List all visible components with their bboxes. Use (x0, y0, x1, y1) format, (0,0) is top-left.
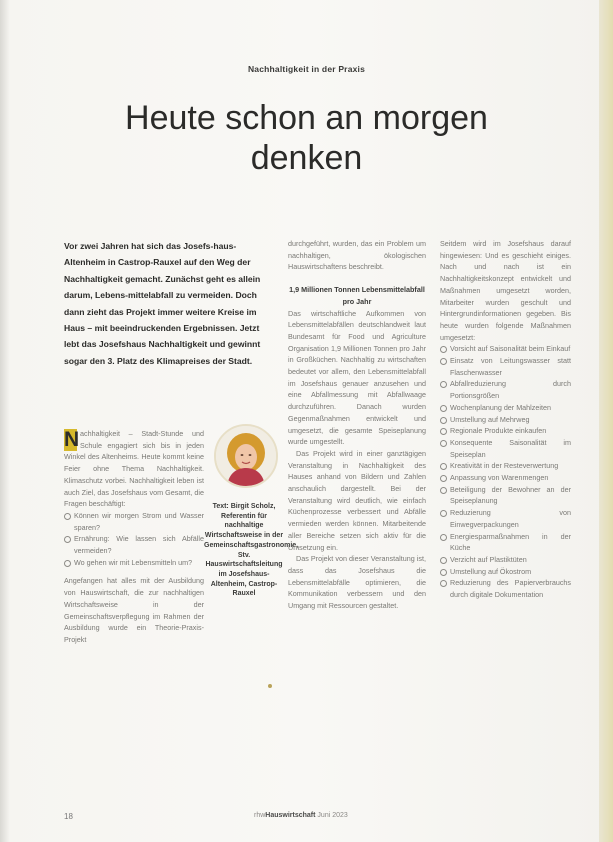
title-line-2: denken (250, 139, 363, 177)
section-kicker: Nachhaltigkeit in der Praxis (247, 64, 366, 74)
measure-item: Regionale Produkte einkaufen (440, 425, 571, 437)
measure-item: Kreativität in der Resteverwertung (440, 460, 571, 472)
drop-cap: N (64, 428, 80, 451)
question-item: Wo gehen wir mit Lebensmitteln um? (64, 557, 204, 569)
measure-item: Beteiligung der Bewohner an der Speiseplanung (440, 484, 571, 507)
measure-item: Umstellung auf Mehrweg (440, 414, 571, 426)
title-line-1: Heute schon an morgen (125, 99, 488, 137)
measure-item: Wochenplanung der Mahlzeiten (440, 402, 571, 414)
body-paragraph: Das Projekt wird in einer ganztägigen Veranstaltung in Nachhaltigkeit des Hauses anhand von Bildern und Zahlen anschaulich dargestellt. Bei der Veranstaltung wird deutlich, wie einfach Küchenprozesse verbessert und Abfälle vermieden werden können. Mitarbeitende aller Bereiche setzen sich aktiv für die Umsetzung ein. (288, 448, 426, 552)
magazine-footer (254, 812, 348, 819)
measure-item: Anpassung von Warenmengen (440, 472, 571, 484)
measure-item: Verzicht auf Plastiktüten (440, 554, 571, 566)
measure-item: Abfallreduzierung durch Portionsgrößen (440, 378, 571, 401)
author-portrait (214, 424, 278, 488)
measure-item: Reduzierung des Papierverbrauchs durch digitale Dokumentation (440, 577, 571, 600)
decorative-dot (268, 684, 272, 688)
body-paragraph: durchgeführt, wurden, das ein Problem um nachhaltigen, ökologischen Hauswirtschaftens beschreibt. (288, 239, 426, 272)
body-column-1 (64, 428, 204, 646)
portrait-image (216, 426, 276, 486)
measure-item: Energiesparmaßnahmen in der Küche (440, 531, 571, 554)
article-title (0, 98, 613, 178)
page-number: 18 (64, 812, 73, 821)
footer-magazine-name: Hauswirtschaft (265, 812, 316, 819)
measure-item: Einsatz von Leitungswasser statt Flaschenwasser (440, 355, 571, 378)
body-paragraph: Das wirtschaftliche Aufkommen von Lebensmittelabfällen deutschlandweit laut Bundesamt für Food und Agriculture Organisation 1,9 Millionen Tonnen pro Jahr in Großküchen. Nachhaltig zu wirtschaften bedeutet vor allem, den Lebensmittelabfall im Josefshaus genauer anzusehen und eine Abfallmessung mit Abfallwaage durchzuführen. Danach wurden Gegenmaßnahmen entwickelt und umgesetzt, die gesamte Speiseplanung wurde umgestellt. (288, 308, 426, 447)
body-paragraph: Das Projekt von dieser Veranstaltung ist, dass das Josefshaus die Lebensmittelabfälle optimieren, die Kommunikation verbessern und den Umgang mit Ressourcen gestaltet. (288, 554, 426, 611)
opening-text: achhaltigkeit – Stadt-Stunde und Schule engagiert sich bis in jeden Winkel des Altenheims. Heute kommt keine Feier ohne Thema Nachhaltigkeit. Klimaschutz vorbei. Nachhaltigkeit leben ist auch Ziel, das Josefshaus vom Gesamt, die Fragen beschäftigt: (64, 429, 204, 509)
opening-paragraph (64, 428, 204, 510)
measure-item: Konsequente Saisonalität im Speiseplan (440, 437, 571, 460)
footer-prefix: rhw (254, 812, 266, 819)
body-column-3 (440, 238, 571, 601)
body-paragraph: Seitdem wird im Josefshaus darauf hingewiesen: Und es geschieht einiges. Nach und nach ist ein Nachhaltigkeitskonzept entwickelt und Maßnahmen umgesetzt worden, Mitarbeiter wurden geschult und Hintergrundinformationen gegeben. Bis heute wurden folgende Maßnahmen umgesetzt: (440, 239, 571, 342)
author-caption: Text: Birgit Scholz, Referentin für nachhaltige Wirtschaftsweise in der Gemeinschaftsgastronomie, Stv. Hauswirtschaftsleitung im Josefshaus-Altenheim, Castrop-Rauxel (204, 503, 299, 598)
body-column-2 (288, 238, 426, 612)
intro-paragraph: Vor zwei Jahren hat sich das Josefs-haus-Altenheim in Castrop-Rauxel auf den Weg der Nachhaltigkeit gemacht. Zunächst geht es allein darum, Lebens-mittelabfall zu vermeiden. Doch dann zieht das Projekt immer weitere Kreise im Haus – mit beeindruckenden Ergebnissen. Jetzt lebt das Josefshaus Nachhaltigkeit und gewinnt sogar den 3. Platz des Klimapreises der Stadt. (64, 241, 261, 366)
question-item: Ernährung: Wie lassen sich Abfälle vermeiden? (64, 533, 204, 556)
subheading: 1,9 Millionen Tonnen Lebensmittelabfall pro Jahr (289, 285, 425, 306)
measure-item: Vorsicht auf Saisonalität beim Einkauf (440, 343, 571, 355)
footer-issue: Juni 2023 (317, 812, 348, 819)
measure-item: Umstellung auf Ökostrom (440, 566, 571, 578)
question-item: Können wir morgen Strom und Wasser sparen? (64, 510, 204, 533)
measure-item: Reduzierung von Einwegverpackungen (440, 507, 571, 530)
body-paragraph: Angefangen hat alles mit der Ausbildung von Hauswirtschaft, die zur nachhaltigen Wirtschaftsweise in der Gemeinschaftsverpflegung im Rahmen der Ausbildung wurde ein Theorie-Praxis-Projekt (64, 576, 204, 644)
